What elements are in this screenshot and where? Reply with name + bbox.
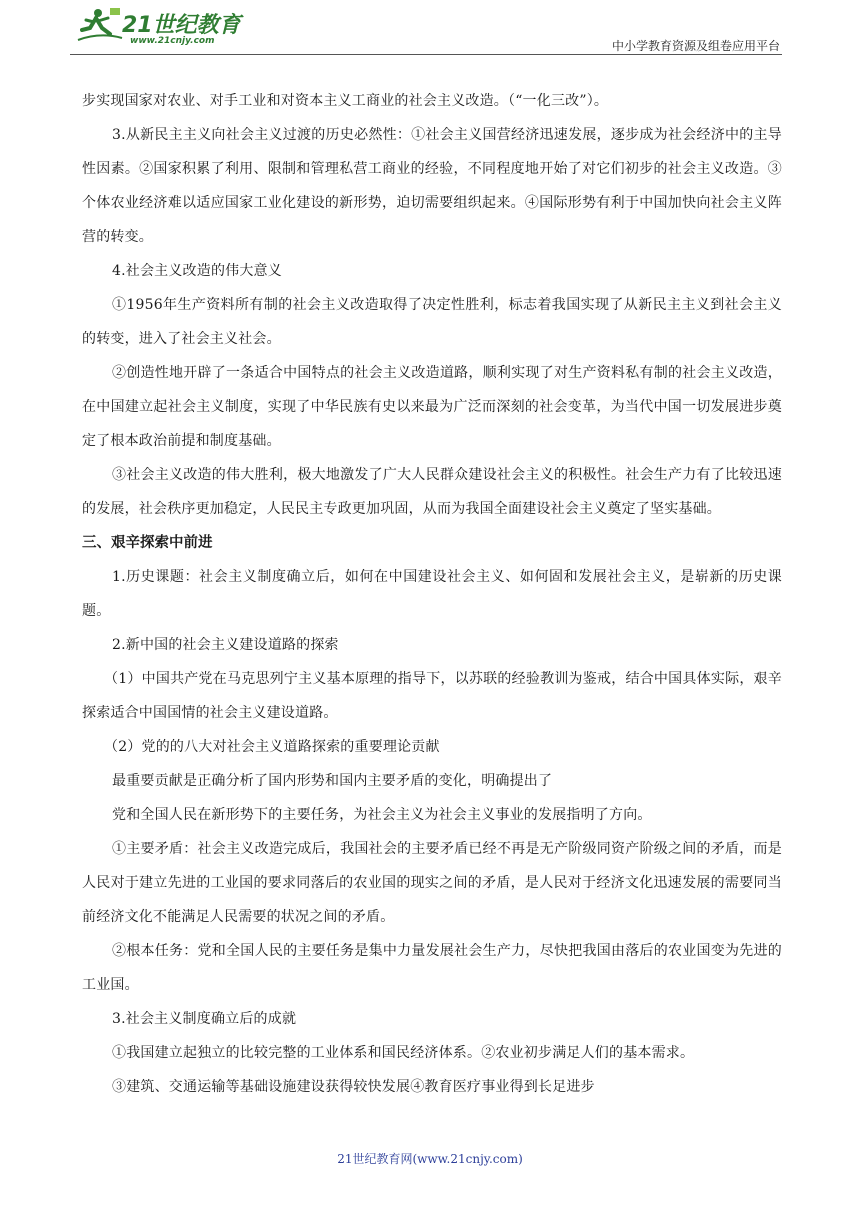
paragraph: 3.从新民主主义向社会主义过渡的历史必然性：①社会主义国营经济迅速发展，逐步成为社会经济中的主导性因素。②国家积累了利用、限制和管理私营工商业的经验，不同程度地开始了对它们初步的社会主义改造。③个体农业经济难以适应国家工业化建设的新形势，迫切需要组织起来。④国际形势有利于中国加快向社会主义阵营的转变。 — [82, 127, 782, 245]
paragraph: ①主要矛盾：社会主义改造完成后，我国社会的主要矛盾已经不再是无产阶级同资产阶级之间的矛盾，而是人民对于建立先进的工业国的要求同落后的农业国的现实之间的矛盾，是人民对于经济文化迅速发展的需要同当前经济文化不能满足人民需要的状况之间的矛盾。 — [82, 841, 782, 925]
paragraph: ①1956年生产资料所有制的社会主义改造取得了决定性胜利，标志着我国实现了从新民主主义到社会主义的转变，进入了社会主义社会。 — [82, 297, 782, 347]
paragraph: ①我国建立起独立的比较完整的工业体系和国民经济体系。②农业初步满足人们的基本需求。 — [112, 1045, 695, 1061]
paragraph: ②创造性地开辟了一条适合中国特点的社会主义改造道路，顺利实现了对生产资料私有制的社会主义改造，在中国建立起社会主义制度，实现了中华民族有史以来最为广泛而深刻的社会变革，为当代中国一切发展进步奠定了根本政治前提和制度基础。 — [82, 365, 782, 449]
page-header — [70, 4, 782, 55]
section-heading: 三、艰辛探索中前进 — [82, 535, 213, 551]
document-body — [82, 84, 782, 1104]
paragraph: 党和全国人民在新形势下的主要任务，为社会主义为社会主义事业的发展指明了方向。 — [112, 807, 652, 823]
paragraph: 2.新中国的社会主义建设道路的探索 — [112, 637, 339, 653]
paragraph: 最重要贡献是正确分析了国内形势和国内主要矛盾的变化，明确提出了 — [112, 773, 553, 789]
site-logo[interactable] — [76, 6, 256, 50]
paragraph: 1.历史课题：社会主义制度确立后，如何在中国建设社会主义、如何固和发展社会主义，是崭新的历史课题。 — [82, 569, 782, 619]
paragraph: ③社会主义改造的伟大胜利，极大地激发了广大人民群众建设社会主义的积极性。社会生产力有了比较迅速的发展，社会秩序更加稳定，人民民主专政更加巩固，从而为我国全面建设社会主义奠定了坚实基础。 — [82, 467, 782, 517]
runner-logo-icon — [76, 6, 124, 46]
paragraph: （1）中国共产党在马克思列宁主义基本原理的指导下，以苏联的经验教训为鉴戒，结合中国具体实际，艰辛探索适合中国国情的社会主义建设道路。 — [82, 671, 782, 721]
paragraph: （2）党的的八大对社会主义道路探索的重要理论贡献 — [104, 739, 440, 755]
paragraph: ③建筑、交通运输等基础设施建设获得较快发展④教育医疗事业得到长足进步 — [112, 1079, 595, 1095]
paragraph: 4.社会主义改造的伟大意义 — [112, 263, 282, 279]
logo-text: 21世纪教育 — [122, 13, 241, 38]
logo-url: www.21cnjy.com — [130, 36, 215, 46]
paragraph: 3.社会主义制度确立后的成就 — [112, 1011, 297, 1027]
paragraph: 步实现国家对农业、对手工业和对资本主义工商业的社会主义改造。（“一化三改”）。 — [82, 93, 609, 109]
platform-name: 中小学教育资源及组卷应用平台 — [611, 39, 780, 53]
paragraph: ②根本任务：党和全国人民的主要任务是集中力量发展社会生产力，尽快把我国由落后的农业国变为先进的工业国。 — [82, 943, 782, 993]
page-footer[interactable]: 21世纪教育网(www.21cnjy.com) — [337, 1152, 523, 1166]
